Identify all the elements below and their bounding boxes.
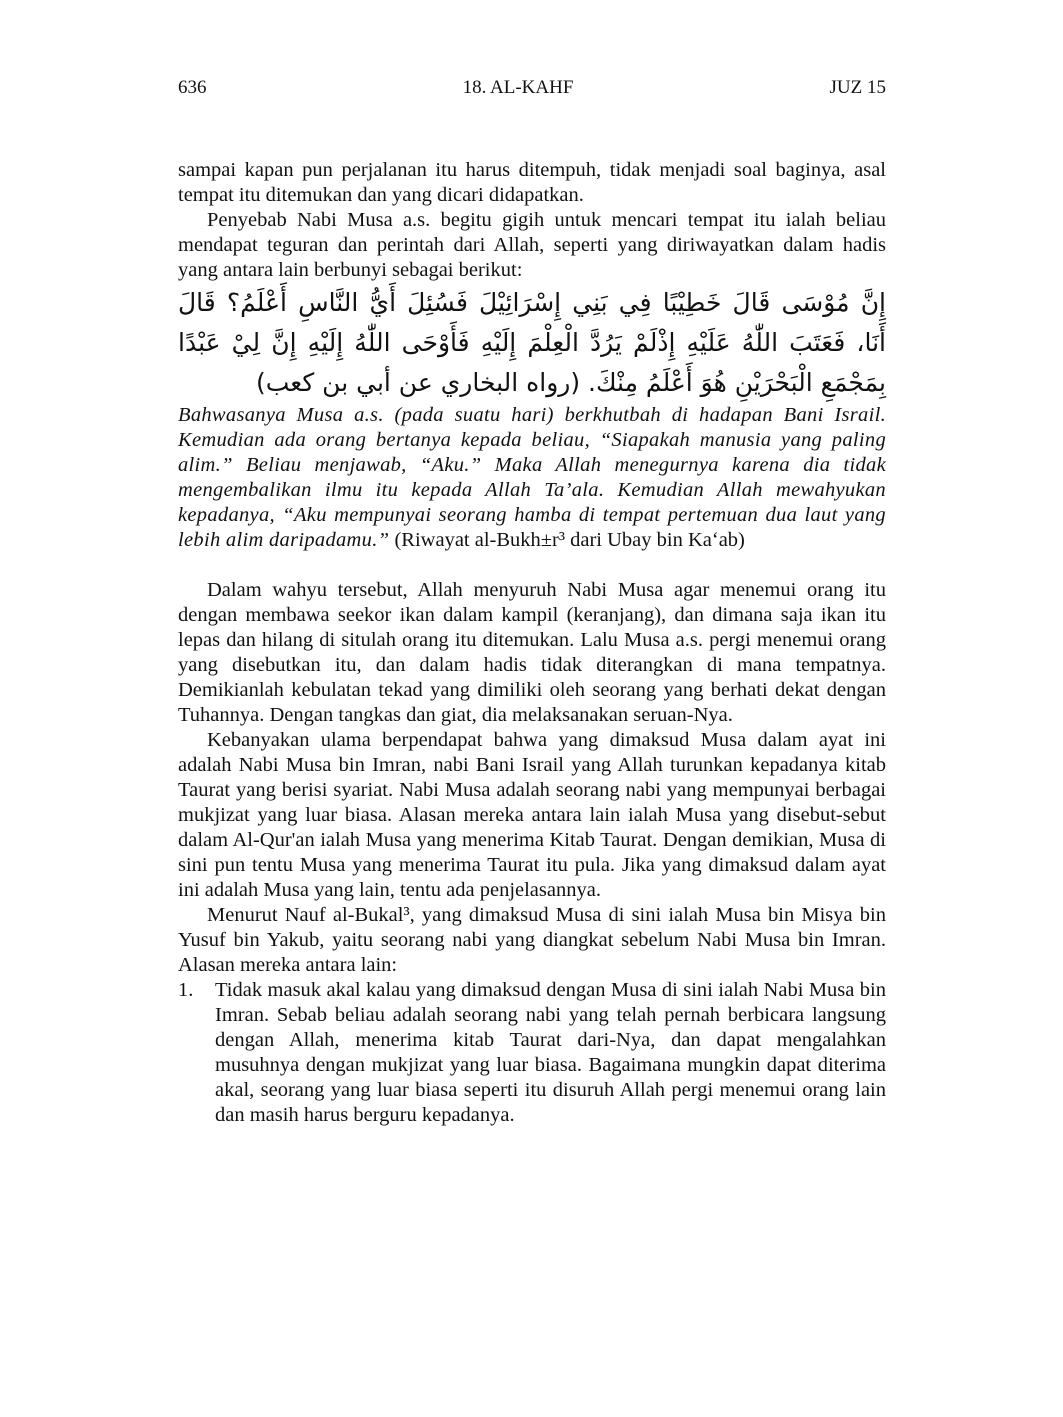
chapter-title: 18. AL-KAHF [462, 77, 574, 98]
list-item [178, 978, 886, 1128]
hadith-translation [178, 403, 886, 553]
paragraph-nauf: Menurut Nauf al-Bukal³, yang dimaksud Musa di sini ialah Musa bin Misya bin Yusuf bin Yakub, yaitu seorang nabi yang diangkat sebelum Nabi Musa bin Imran. Alasan mereka antara lain: [178, 904, 886, 976]
juz-label: JUZ 15 [829, 77, 886, 98]
paragraph-reason: Penyebab Nabi Musa a.s. begitu gigih untuk mencari tempat itu ialah beliau mendapat teguran dan perintah dari Allah, seperti yang diriwayatkan dalam hadis yang antara lain berbunyi sebagai berikut: [178, 209, 886, 281]
page-number: 636 [178, 77, 207, 98]
reasons-list [178, 978, 886, 1128]
paragraph-continued: sampai kapan pun perjalanan itu harus ditempuh, tidak menjadi soal baginya, asal tempat itu ditemukan dan yang dicari didapatkan. [178, 159, 886, 206]
hadith-translation-text: Bahwasanya Musa a.s. (pada suatu hari) berkhutbah di hadapan Bani Israil. Kemudian ada orang bertanya kepada beliau, “Siapakah manusia yang paling alim.” Beliau menjawab, “Aku.” Maka Allah menegurnya karena dia tidak mengembalikan ilmu itu kepada Allah Ta’ala. Kemudian Allah mewahyukan kepadanya, “Aku mempunyai seorang hamba di tempat pertemuan dua laut yang lebih alim daripadamu.” [178, 404, 886, 551]
section-spacer [178, 553, 886, 578]
document-page [178, 76, 886, 1128]
hadith-reference: (Riwayat al-Bukh±r³ dari Ubay bin Ka‘ab) [389, 529, 745, 551]
paragraph-wahyu: Dalam wahyu tersebut, Allah menyuruh Nabi Musa agar menemui orang itu dengan membawa seekor ikan dalam kampil (keranjang), dan dimana saja ikan itu lepas dan hilang di situlah orang itu ditemukan. Lalu Musa a.s. pergi menemui orang yang disebutkan itu, dan dalam hadis tidak diterangkan di mana tempatnya. Demikianlah kebulatan tekad yang dimiliki oleh seorang yang berhati dekat dengan Tuhannya. Dengan tangkas dan giat, dia melaksanakan seruan-Nya. [178, 579, 886, 726]
hadith-arabic-text: إِنَّ مُوْسَى قَالَ خَطِيْبًا فِي بَنِي إِسْرَائِيْلَ فَسُئِلَ أَيُّ النَّاسِ أَعْلَمُ؟ قَالَ أَنَا، فَعَتَبَ اللّٰهُ عَلَيْهِ إِذْلَمْ يَرُدَّ الْعِلْمَ إِلَيْهِ فَأَوْحَى اللّٰهُ إِلَيْهِ إِنَّ لِيْ عَبْدًا بِمَجْمَعِ الْبَحْرَيْنِ هُوَ أَعْلَمُ مِنْكَ. (رواه البخاري عن أبي بن كعب) [178, 288, 886, 397]
list-item-text: Tidak masuk akal kalau yang dimaksud dengan Musa di sini ialah Nabi Musa bin Imran. Sebab beliau adalah seorang nabi yang telah pernah berbicara langsung dengan Allah, menerima kitab Taurat dari-Nya, dan dapat mengalahkan musuhnya dengan mukjizat yang luar biasa. Bagaimana mungkin dapat diterima akal, seorang yang luar biasa seperti itu disuruh Allah pergi menemui orang lain dan masih harus berguru kepadanya. [215, 979, 886, 1126]
list-item-number: 1. [178, 979, 194, 1001]
running-header [178, 76, 886, 100]
paragraph-ulama: Kebanyakan ulama berpendapat bahwa yang dimaksud Musa dalam ayat ini adalah Nabi Musa bin Imran, nabi Bani Israil yang Allah turunkan kepadanya kitab Taurat yang berisi syariat. Nabi Musa adalah seorang nabi yang mempunyai berbagai mukjizat yang luar biasa. Alasan mereka antara lain ialah Musa yang disebut-sebut dalam Al-Qur'an ialah Musa yang menerima Kitab Taurat. Dengan demikian, Musa di sini pun tentu Musa yang menerima Taurat itu pula. Jika yang dimaksud dalam ayat ini adalah Musa yang lain, tentu ada penjelasannya. [178, 729, 886, 901]
page-content [178, 158, 886, 1128]
